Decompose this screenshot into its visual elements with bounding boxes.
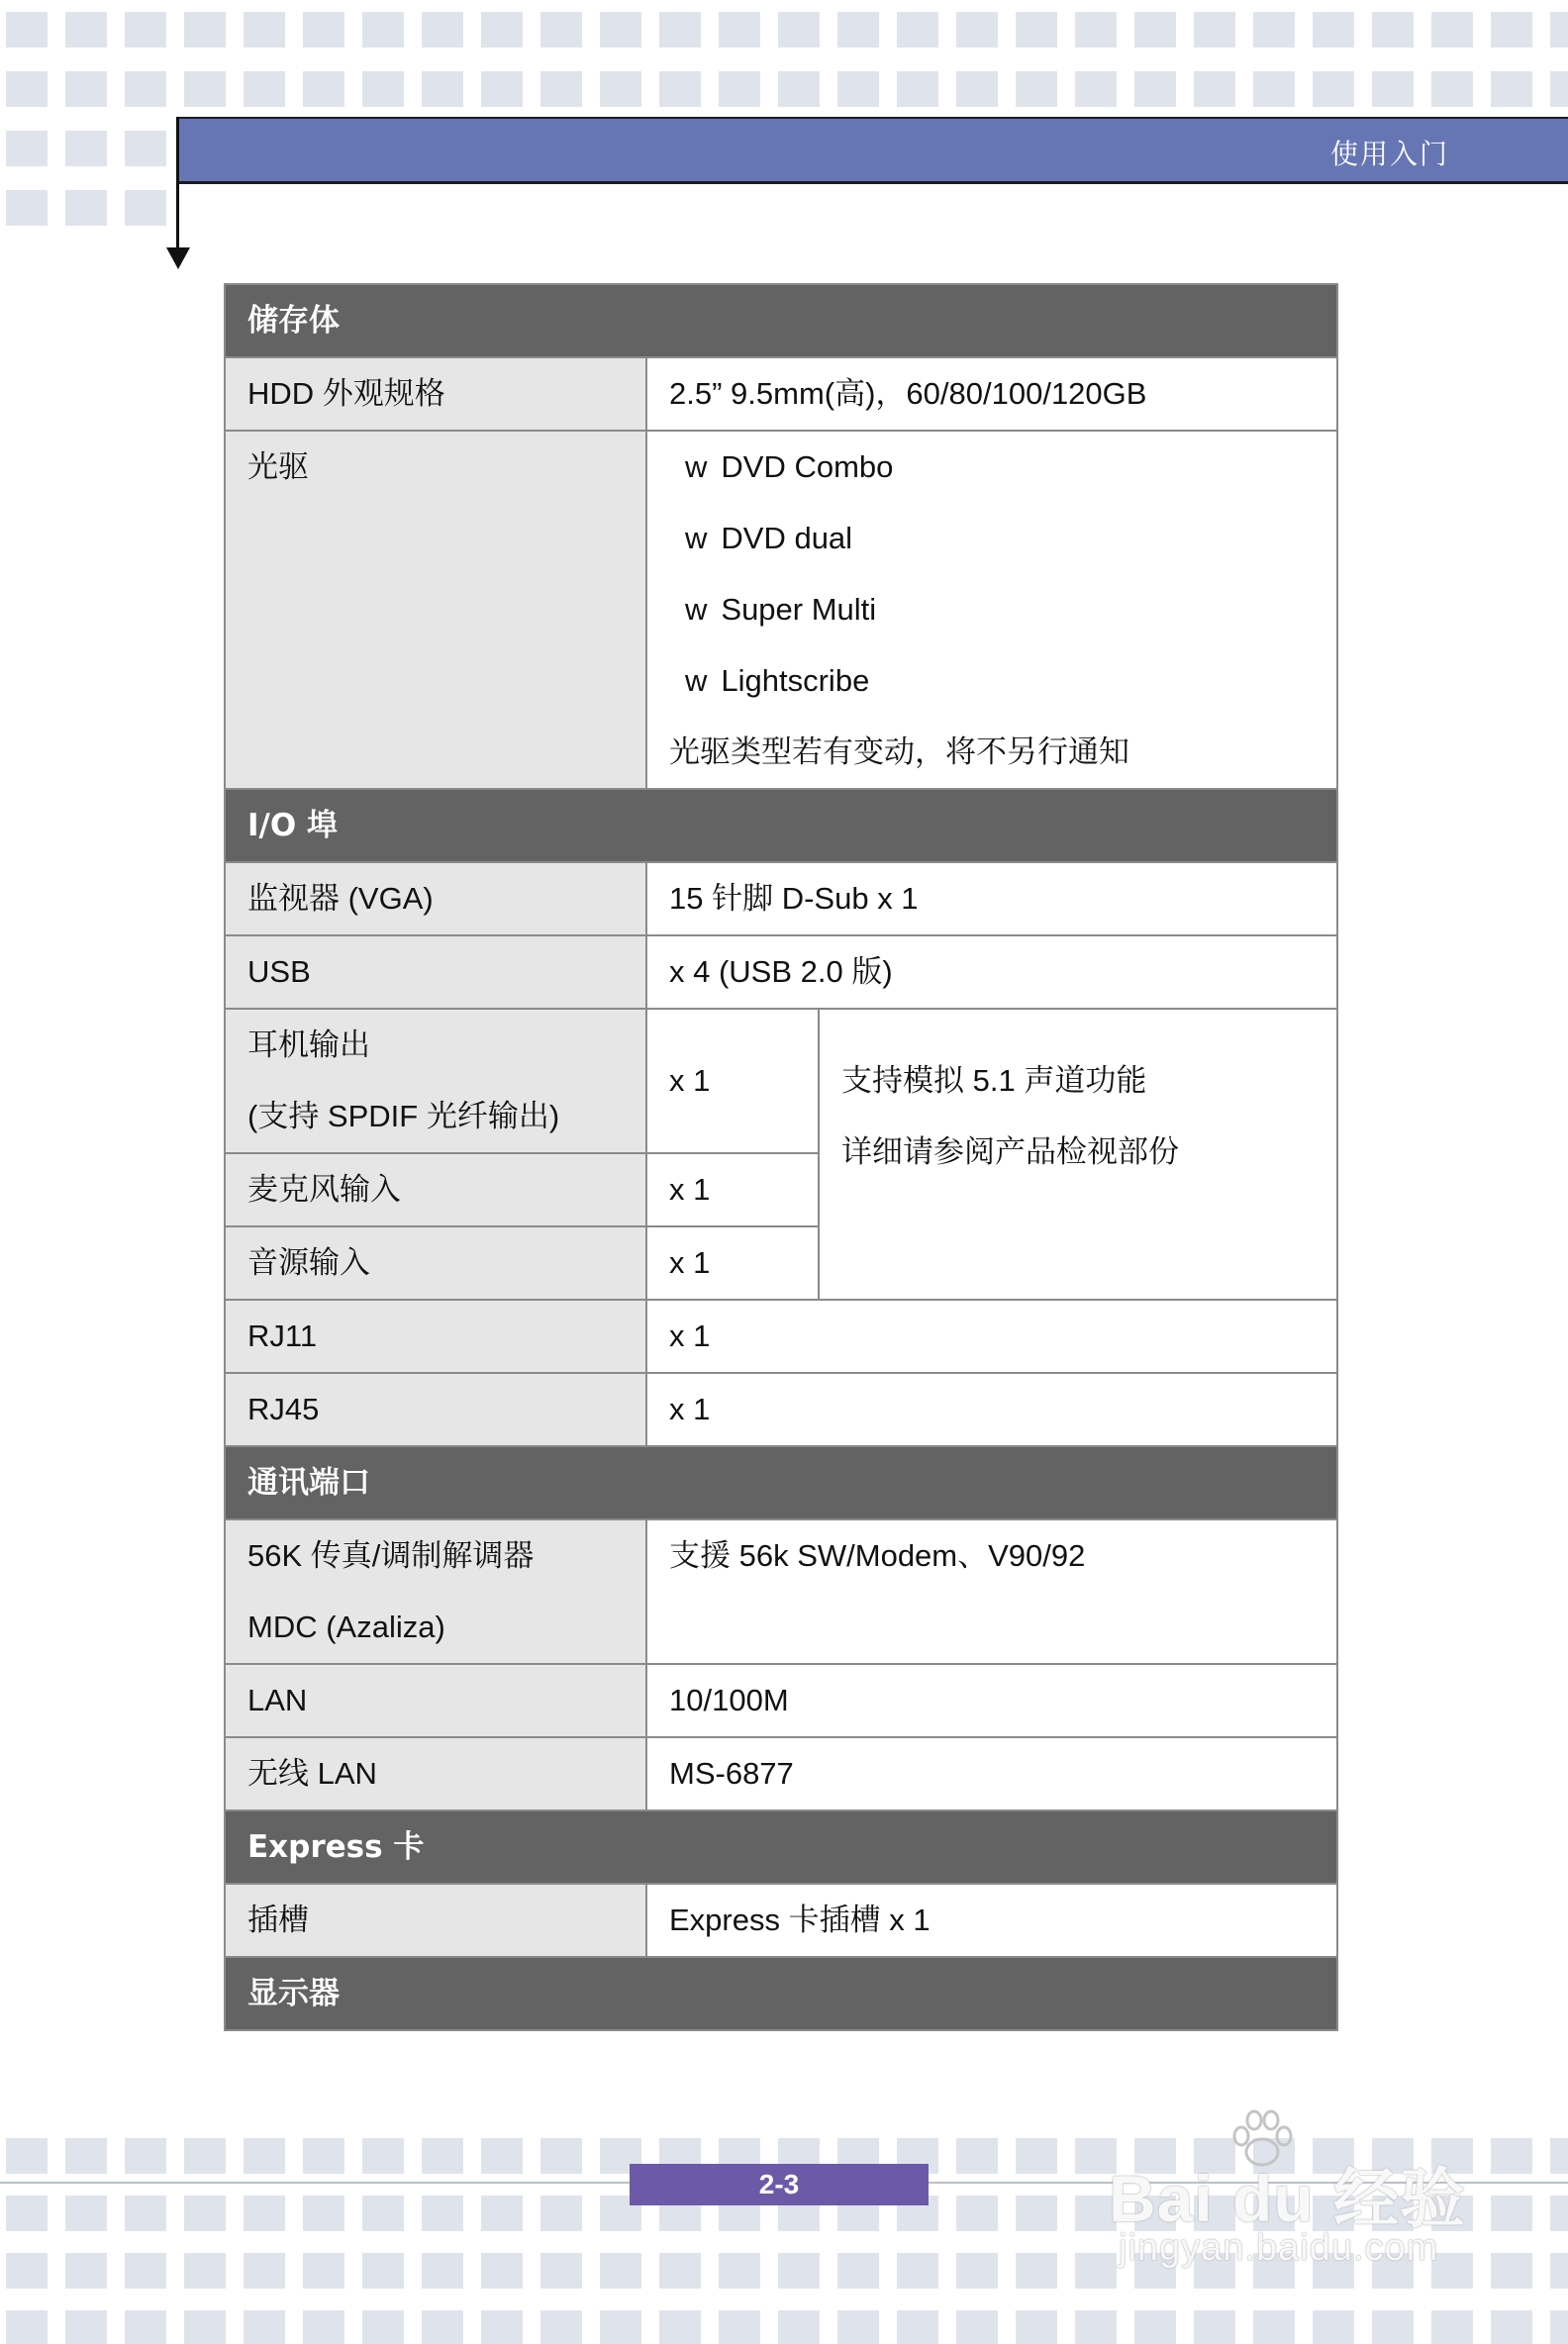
spec-label: 无线 LAN	[225, 1737, 646, 1810]
section-row-express	[225, 1810, 1337, 1884]
bullet-marker: w	[685, 449, 708, 484]
spec-value: x 1	[646, 1009, 819, 1153]
table-row	[225, 1519, 1337, 1664]
section-title: I/O 埠	[225, 789, 1337, 862]
list-item	[669, 503, 1315, 574]
spec-note: 光驱类型若有变动，将不另行通知	[669, 734, 1129, 769]
spec-label	[225, 1519, 646, 1664]
bullet-marker: w	[685, 521, 708, 555]
spec-value: 支援 56k SW/Modem、V90/92	[646, 1519, 1337, 1664]
spec-label: HDD 外观规格	[225, 357, 646, 431]
list-item-text: DVD Combo	[721, 449, 894, 484]
audio-note-line: 详细请参阅产品检视部份	[841, 1134, 1179, 1169]
table-row	[225, 1373, 1337, 1446]
spec-label-line: MDC (Azaliza)	[247, 1610, 445, 1644]
section-row-comm	[225, 1446, 1337, 1519]
spec-value: Express 卡插槽 x 1	[646, 1884, 1337, 1957]
page-number-badge: 2-3	[630, 2164, 929, 2205]
section-title: Express 卡	[225, 1810, 1337, 1884]
spec-value: MS-6877	[646, 1737, 1337, 1810]
section-title: 储存体	[225, 284, 1337, 357]
spec-label-line: 耳机输出	[247, 1027, 370, 1062]
section-title: 显示器	[225, 1957, 1337, 2030]
section-row-io	[225, 789, 1337, 862]
watermark-url: jingyan.baidu.com	[1119, 2227, 1439, 2269]
spec-label: 麦克风输入	[225, 1153, 646, 1226]
table-row	[225, 935, 1337, 1009]
list-item-text: Super Multi	[721, 592, 877, 627]
spec-table	[224, 283, 1338, 2031]
section-title: 通讯端口	[225, 1446, 1337, 1519]
bullet-marker: w	[685, 592, 708, 627]
spec-label: LAN	[225, 1664, 646, 1737]
watermark	[1109, 2106, 1534, 2275]
spec-label: USB	[225, 935, 646, 1009]
spec-value-list	[646, 431, 1337, 789]
spec-value: 10/100M	[646, 1664, 1337, 1737]
table-row	[225, 862, 1337, 935]
audio-note-line: 支持模拟 5.1 声道功能	[841, 1063, 1147, 1098]
spec-label: 监视器 (VGA)	[225, 862, 646, 935]
section-row-display	[225, 1957, 1337, 2030]
bullet-marker: w	[685, 663, 708, 698]
spec-label: RJ11	[225, 1300, 646, 1373]
table-row	[225, 357, 1337, 431]
table-row	[225, 1737, 1337, 1810]
arrow-down-icon	[166, 247, 190, 269]
spec-value: x 1	[646, 1153, 819, 1226]
spec-value: x 1	[646, 1373, 1337, 1446]
list-item	[669, 574, 1315, 645]
spec-label	[225, 1009, 646, 1153]
table-row	[225, 1664, 1337, 1737]
audio-note	[819, 1009, 1337, 1300]
watermark-logo: Bai du 经验	[1109, 2162, 1467, 2235]
list-item-text: DVD dual	[721, 521, 853, 555]
spec-value: x 4 (USB 2.0 版)	[646, 935, 1337, 1009]
table-row	[225, 1300, 1337, 1373]
spec-value: x 1	[646, 1226, 819, 1300]
header-bar	[176, 117, 1568, 184]
header-marker-line	[176, 117, 179, 255]
table-row	[225, 1884, 1337, 1957]
list-item-text: Lightscribe	[721, 663, 870, 698]
spec-label: RJ45	[225, 1373, 646, 1446]
list-item	[669, 645, 1315, 717]
section-row-storage	[225, 284, 1337, 357]
spec-label-line: (支持 SPDIF 光纤输出)	[247, 1099, 560, 1133]
spec-label-line: 56K 传真/调制解调器	[247, 1538, 535, 1573]
spec-value: 15 针脚 D-Sub x 1	[646, 862, 1337, 935]
spec-label: 音源输入	[225, 1226, 646, 1300]
spec-label: 插槽	[225, 1884, 646, 1957]
spec-label: 光驱	[225, 431, 646, 789]
table-row	[225, 1009, 1337, 1153]
spec-value: 2.5” 9.5mm(高)，60/80/100/120GB	[646, 357, 1337, 431]
table-row	[225, 431, 1337, 789]
spec-value: x 1	[646, 1300, 1337, 1373]
header-gap	[176, 184, 1568, 238]
list-item	[669, 432, 1315, 503]
page-title: 使用入门	[1329, 138, 1449, 170]
